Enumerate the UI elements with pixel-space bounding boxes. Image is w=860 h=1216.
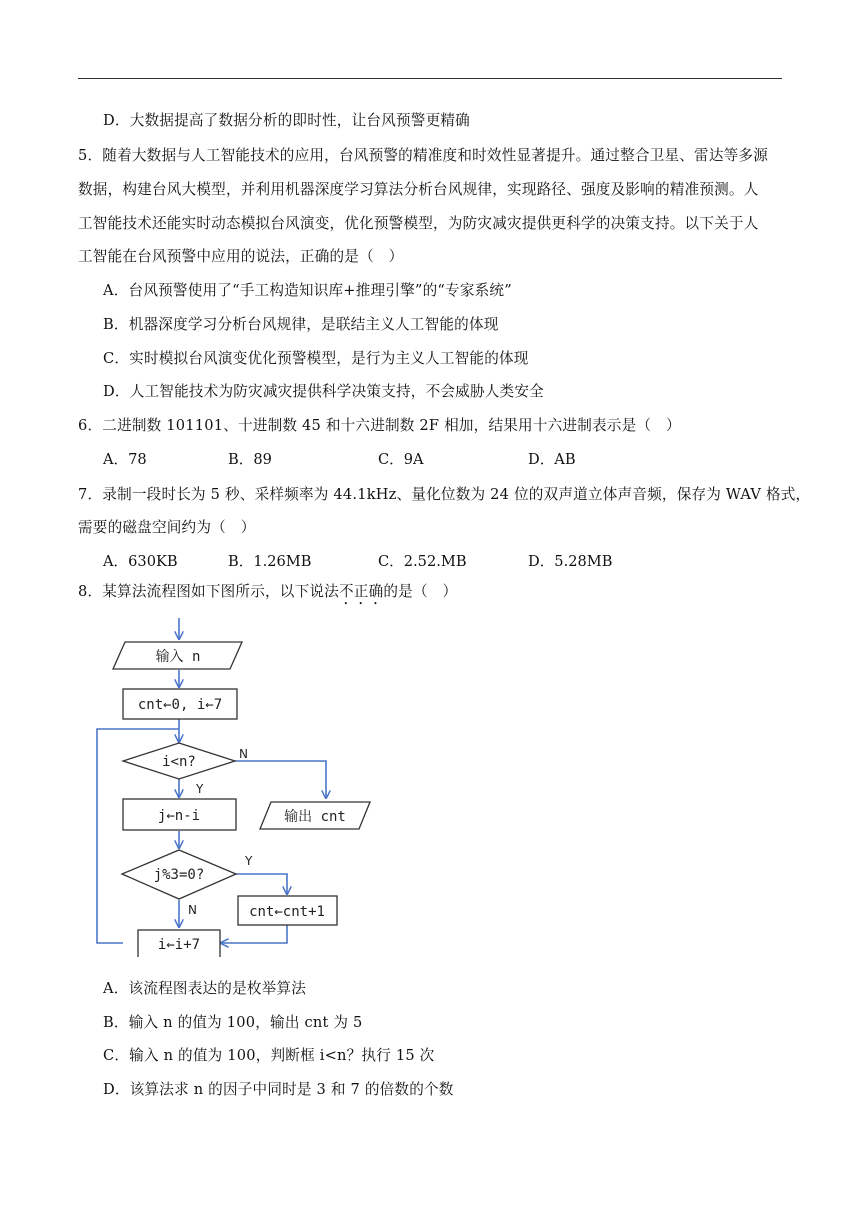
q7-option-d: D．5.28MB [528, 553, 613, 570]
label-no-1: N [239, 747, 248, 761]
q8-option-b: B．输入 n 的值为 100，输出 cnt 为 5 [103, 1014, 363, 1031]
label-yes-1: Y [196, 782, 204, 796]
cond1-text: i<n? [162, 754, 196, 770]
q8-stem-emphasis: 不正确 [338, 583, 384, 600]
q6-stem: 6．二进制数 101101、十进制数 45 和十六进制数 2F 相加，结果用十六进制表示是（ ） [78, 417, 681, 434]
header-rule [78, 78, 782, 79]
q8-stem [78, 582, 457, 608]
assign-text: j←n-i [157, 808, 201, 824]
q5-option-d: D．人工智能技术为防灾减灾提供科学决策支持，不会威胁人类安全 [103, 383, 544, 400]
q7-option-a: A．630KB [103, 553, 178, 570]
q4-option-d: D．大数据提高了数据分析的即时性，让台风预警更精确 [103, 112, 470, 129]
q5-stem-line-4: 工智能在台风预警中应用的说法，正确的是（ ） [78, 248, 404, 265]
q6-option-b: B．89 [228, 451, 272, 468]
q5-stem-line-3: 工智能技术还能实时动态模拟台风演变，优化预警模型，为防灾减灾提供更科学的决策支持。以下关于人 [78, 215, 759, 232]
arrow-cond1-no [235, 761, 326, 798]
incr-cnt-text: cnt←cnt+1 [249, 904, 325, 920]
q8-stem-pre: 8．某算法流程图如下图所示，以下说法 [78, 583, 339, 600]
q7-option-c: C．2.52.MB [378, 553, 467, 570]
q8-option-d: D．该算法求 n 的因子中同时是 3 和 7 的倍数的个数 [103, 1081, 454, 1098]
q7-stem-line-1: 7．录制一段时长为 5 秒、采样频率为 44.1kHz、量化位数为 24 位的双声道立体声音频，保存为 WAV 格式， [78, 486, 811, 503]
q5-option-b: B．机器深度学习分析台风规律，是联结主义人工智能的体现 [103, 316, 499, 333]
q8-option-c: C．输入 n 的值为 100，判断框 i<n？执行 15 次 [103, 1047, 435, 1064]
q6-option-a: A．78 [103, 451, 147, 468]
q7-stem-line-2: 需要的磁盘空间约为（ ） [78, 519, 256, 536]
arrow-cnt-to-incr [221, 925, 287, 943]
q6-option-c: C．9A [378, 451, 424, 468]
input-text: 输入 n [155, 649, 201, 665]
q7-option-b: B．1.26MB [228, 553, 312, 570]
q5-stem-line-1: 5．随着大数据与人工智能技术的应用，台风预警的精准度和时效性显著提升。通过整合卫星、雷达等多源 [78, 147, 769, 164]
incr-i-text: i←i+7 [157, 937, 201, 953]
cond2-text: j%3=0? [153, 867, 205, 883]
label-yes-2: Y [245, 854, 253, 868]
init-text: cnt←0, i←7 [137, 697, 223, 713]
q5-option-a: A．台风预警使用了“手工构造知识库+推理引擎”的“专家系统” [103, 282, 512, 299]
q5-stem-line-2: 数据，构建台风大模型，并利用机器深度学习算法分析台风规律，实现路径、强度及影响的精准预测。人 [78, 181, 759, 198]
q8-stem-post: 的是（ ） [383, 583, 458, 600]
q8-option-a: A．该流程图表达的是枚举算法 [103, 980, 307, 997]
q5-option-c: C．实时模拟台风演变优化预警模型，是行为主义人工智能的体现 [103, 350, 529, 367]
q6-option-d: D．AB [528, 451, 576, 468]
label-no-2: N [188, 903, 197, 917]
output-text: 输出 cnt [284, 809, 346, 825]
arrow-cond2-yes [236, 874, 287, 894]
flowchart [90, 612, 390, 957]
